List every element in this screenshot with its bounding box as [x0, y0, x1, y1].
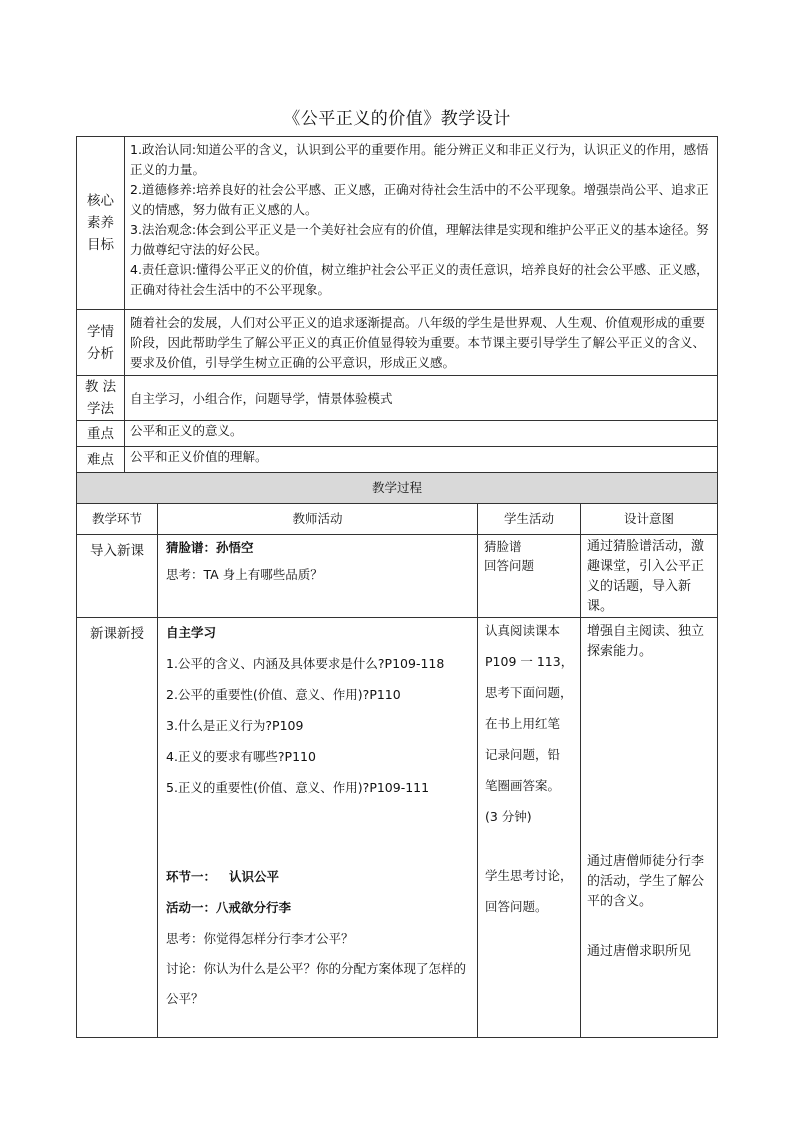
analysis-content: 随着社会的发展，人们对公平正义的追求逐渐提高。八年级的学生是世界观、人生观、价值观形成的重要阶段，因此帮助学生了解公平正义的真正价值显得较为重要。本节课主要引导学生了解公平正义的含义、要求及价值，引导学生树立正确的公平意识，形成正义感。 — [125, 310, 718, 376]
key-row — [77, 421, 718, 447]
table-row — [77, 618, 718, 1038]
methods-label: 教 法 学法 — [77, 376, 125, 421]
core-item: 1.政治认同:知道公平的含义，认识到公平的重要作用。能分辨正义和非正义行为，认识正义的作用，感悟正义的力量。 — [130, 142, 709, 177]
key-label: 重点 — [77, 421, 125, 447]
teacher-cell: 猜脸谱：孙悟空 思考：TA 身上有哪些品质？ — [158, 535, 478, 618]
difficult-row — [77, 447, 718, 473]
intent-cell: 增强自主阅读、独立探索能力。 通过唐僧师徒分行李的活动，学生了解公平的含义。 通过唐僧求职所见 — [581, 618, 718, 1038]
student-cell: 猜脸谱 回答问题 — [478, 535, 581, 618]
header-stage: 教学环节 — [77, 504, 158, 535]
core-item: 4.责任意识:懂得公平正义的价值，树立维护社会公平正义的责任意识，培养良好的社会公平感、正义感，正确对待社会生活中的不公平现象。 — [130, 262, 709, 297]
difficult-content: 公平和正义价值的理解。 — [125, 447, 718, 473]
header-teacher: 教师活动 — [158, 504, 478, 535]
header-student: 学生活动 — [478, 504, 581, 535]
core-literacy-row — [77, 137, 718, 310]
teacher-cell: 自主学习 1.公平的含义、内涵及具体要求是什么?P109-118 2.公平的重要性(价值、意义、作用)?P110 3.什么是正义行为?P109 4.正义的要求有哪些?P110 5.正义的重要性(价值、意义、作用)?P109-111 环节一： 认识公平 活动一：八戒欲分行李 思考：你觉得怎样分行李才公平？ 讨论：你认为什么是公平？你的分配方案体现了怎样的公平？ — [158, 618, 478, 1038]
stage-cell: 导入新课 — [77, 535, 158, 618]
analysis-label: 学情 分析 — [77, 310, 125, 376]
header-intent: 设计意图 — [581, 504, 718, 535]
intent-cell: 通过猜脸谱活动，激趣课堂，引入公平正义的话题，导入新课。 — [581, 535, 718, 618]
methods-content: 自主学习，小组合作，问题导学，情景体验模式 — [125, 376, 718, 421]
core-item: 2.道德修养:培养良好的社会公平感、正义感，正确对待社会生活中的不公平现象。增强崇尚公平、追求正义的情感，努力做有正义感的人。 — [130, 182, 709, 217]
core-item: 3.法治观念:体会到公平正义是一个美好社会应有的价值，理解法律是实现和维护公平正义的基本途径。努力做尊纪守法的好公民。 — [130, 222, 709, 257]
analysis-row — [77, 310, 718, 376]
process-title: 教学过程 — [77, 473, 718, 504]
table-row — [77, 535, 718, 618]
process-header-row — [77, 504, 718, 535]
difficult-label: 难点 — [77, 447, 125, 473]
process-table — [76, 472, 718, 1038]
lesson-plan-table — [76, 136, 717, 1038]
core-literacy-content — [125, 137, 718, 310]
student-cell: 认真阅读课本 P109 一 113， 思考下面问题， 在书上用红笔 记录问题，铅 笔圈画答案。 (3 分钟) 学生思考讨论， 回答问题。 — [478, 618, 581, 1038]
methods-row — [77, 376, 718, 421]
stage-cell: 新课新授 — [77, 618, 158, 1038]
info-table — [76, 136, 718, 473]
key-content: 公平和正义的意义。 — [125, 421, 718, 447]
core-literacy-label: 核心 素养 目标 — [77, 137, 125, 310]
page-title: 《公平正义的价值》教学设计 — [283, 109, 511, 129]
